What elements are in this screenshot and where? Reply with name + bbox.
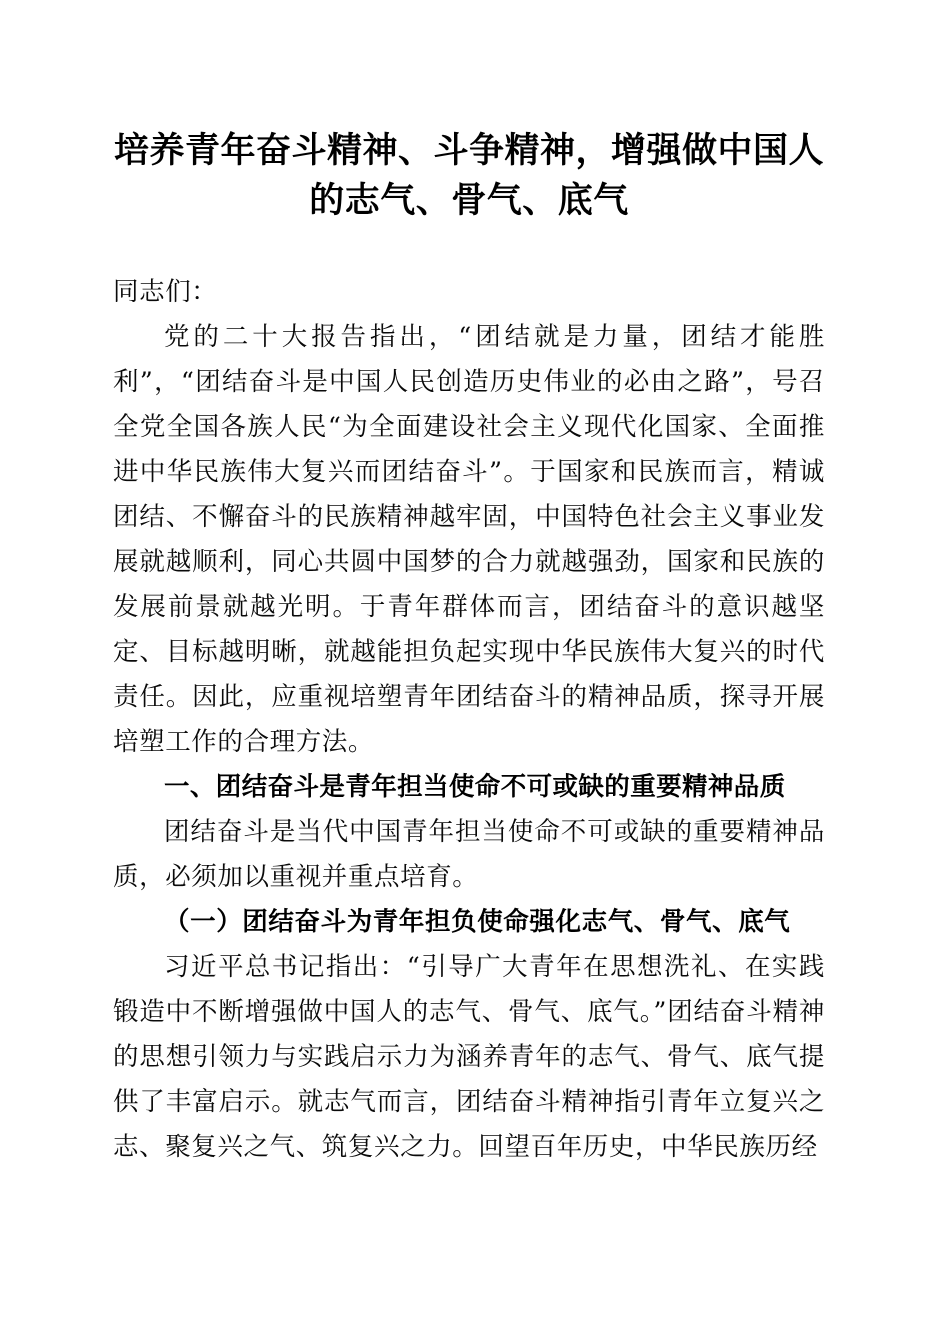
document-body — [113, 270, 825, 1170]
subsection-heading-1-1: （一）团结奋斗为青年担负使命强化志气、骨气、底气 — [164, 907, 791, 937]
paragraph-section-1-intro: 团结奋斗是当代中国青年担当使命不可或缺的重要精神品质，必须加以重视并重点培育。 — [113, 817, 825, 892]
section-heading-1: 一、团结奋斗是青年担当使命不可或缺的重要精神品质 — [164, 773, 786, 801]
page-title-line-2: 的志气、骨气、底气 — [309, 181, 629, 220]
page-title-line-1: 培养青年奋斗精神、斗争精神，增强做中国人 — [113, 131, 824, 170]
page-title — [113, 126, 825, 226]
paragraph-section-1-1-body: 习近平总书记指出：“引导广大青年在思想洗礼、在实践锻造中不断增强做中国人的志气、骨气、底气。”团结奋斗精神的思想引领力与实践启示力为涵养青年的志气、骨气、底气提供了丰富启示。就志气而言，团结奋斗精神指引青年立复兴之志、聚复兴之气、筑复兴之力。回望百年历史，中华民族历经 — [113, 952, 825, 1162]
document-content — [113, 126, 825, 1170]
salutation: 同志们： — [113, 277, 218, 307]
paragraph-intro: 党的二十大报告指出，“团结就是力量，团结才能胜利”，“团结奋斗是中国人民创造历史伟业的必由之路”，号召全党全国各族人民“为全面建设社会主义现代化国家、全面推进中华民族伟大复兴而团结奋斗”。于国家和民族而言，精诚团结、不懈奋斗的民族精神越牢固，中国特色社会主义事业发展就越顺利，同心共圆中国梦的合力就越强劲，国家和民族的发展前景就越光明。于青年群体而言，团结奋斗的意识越坚定、目标越明晰，就越能担负起实现中华民族伟大复兴的时代责任。因此，应重视培塑青年团结奋斗的精神品质，探寻开展培塑工作的合理方法。 — [113, 322, 825, 757]
